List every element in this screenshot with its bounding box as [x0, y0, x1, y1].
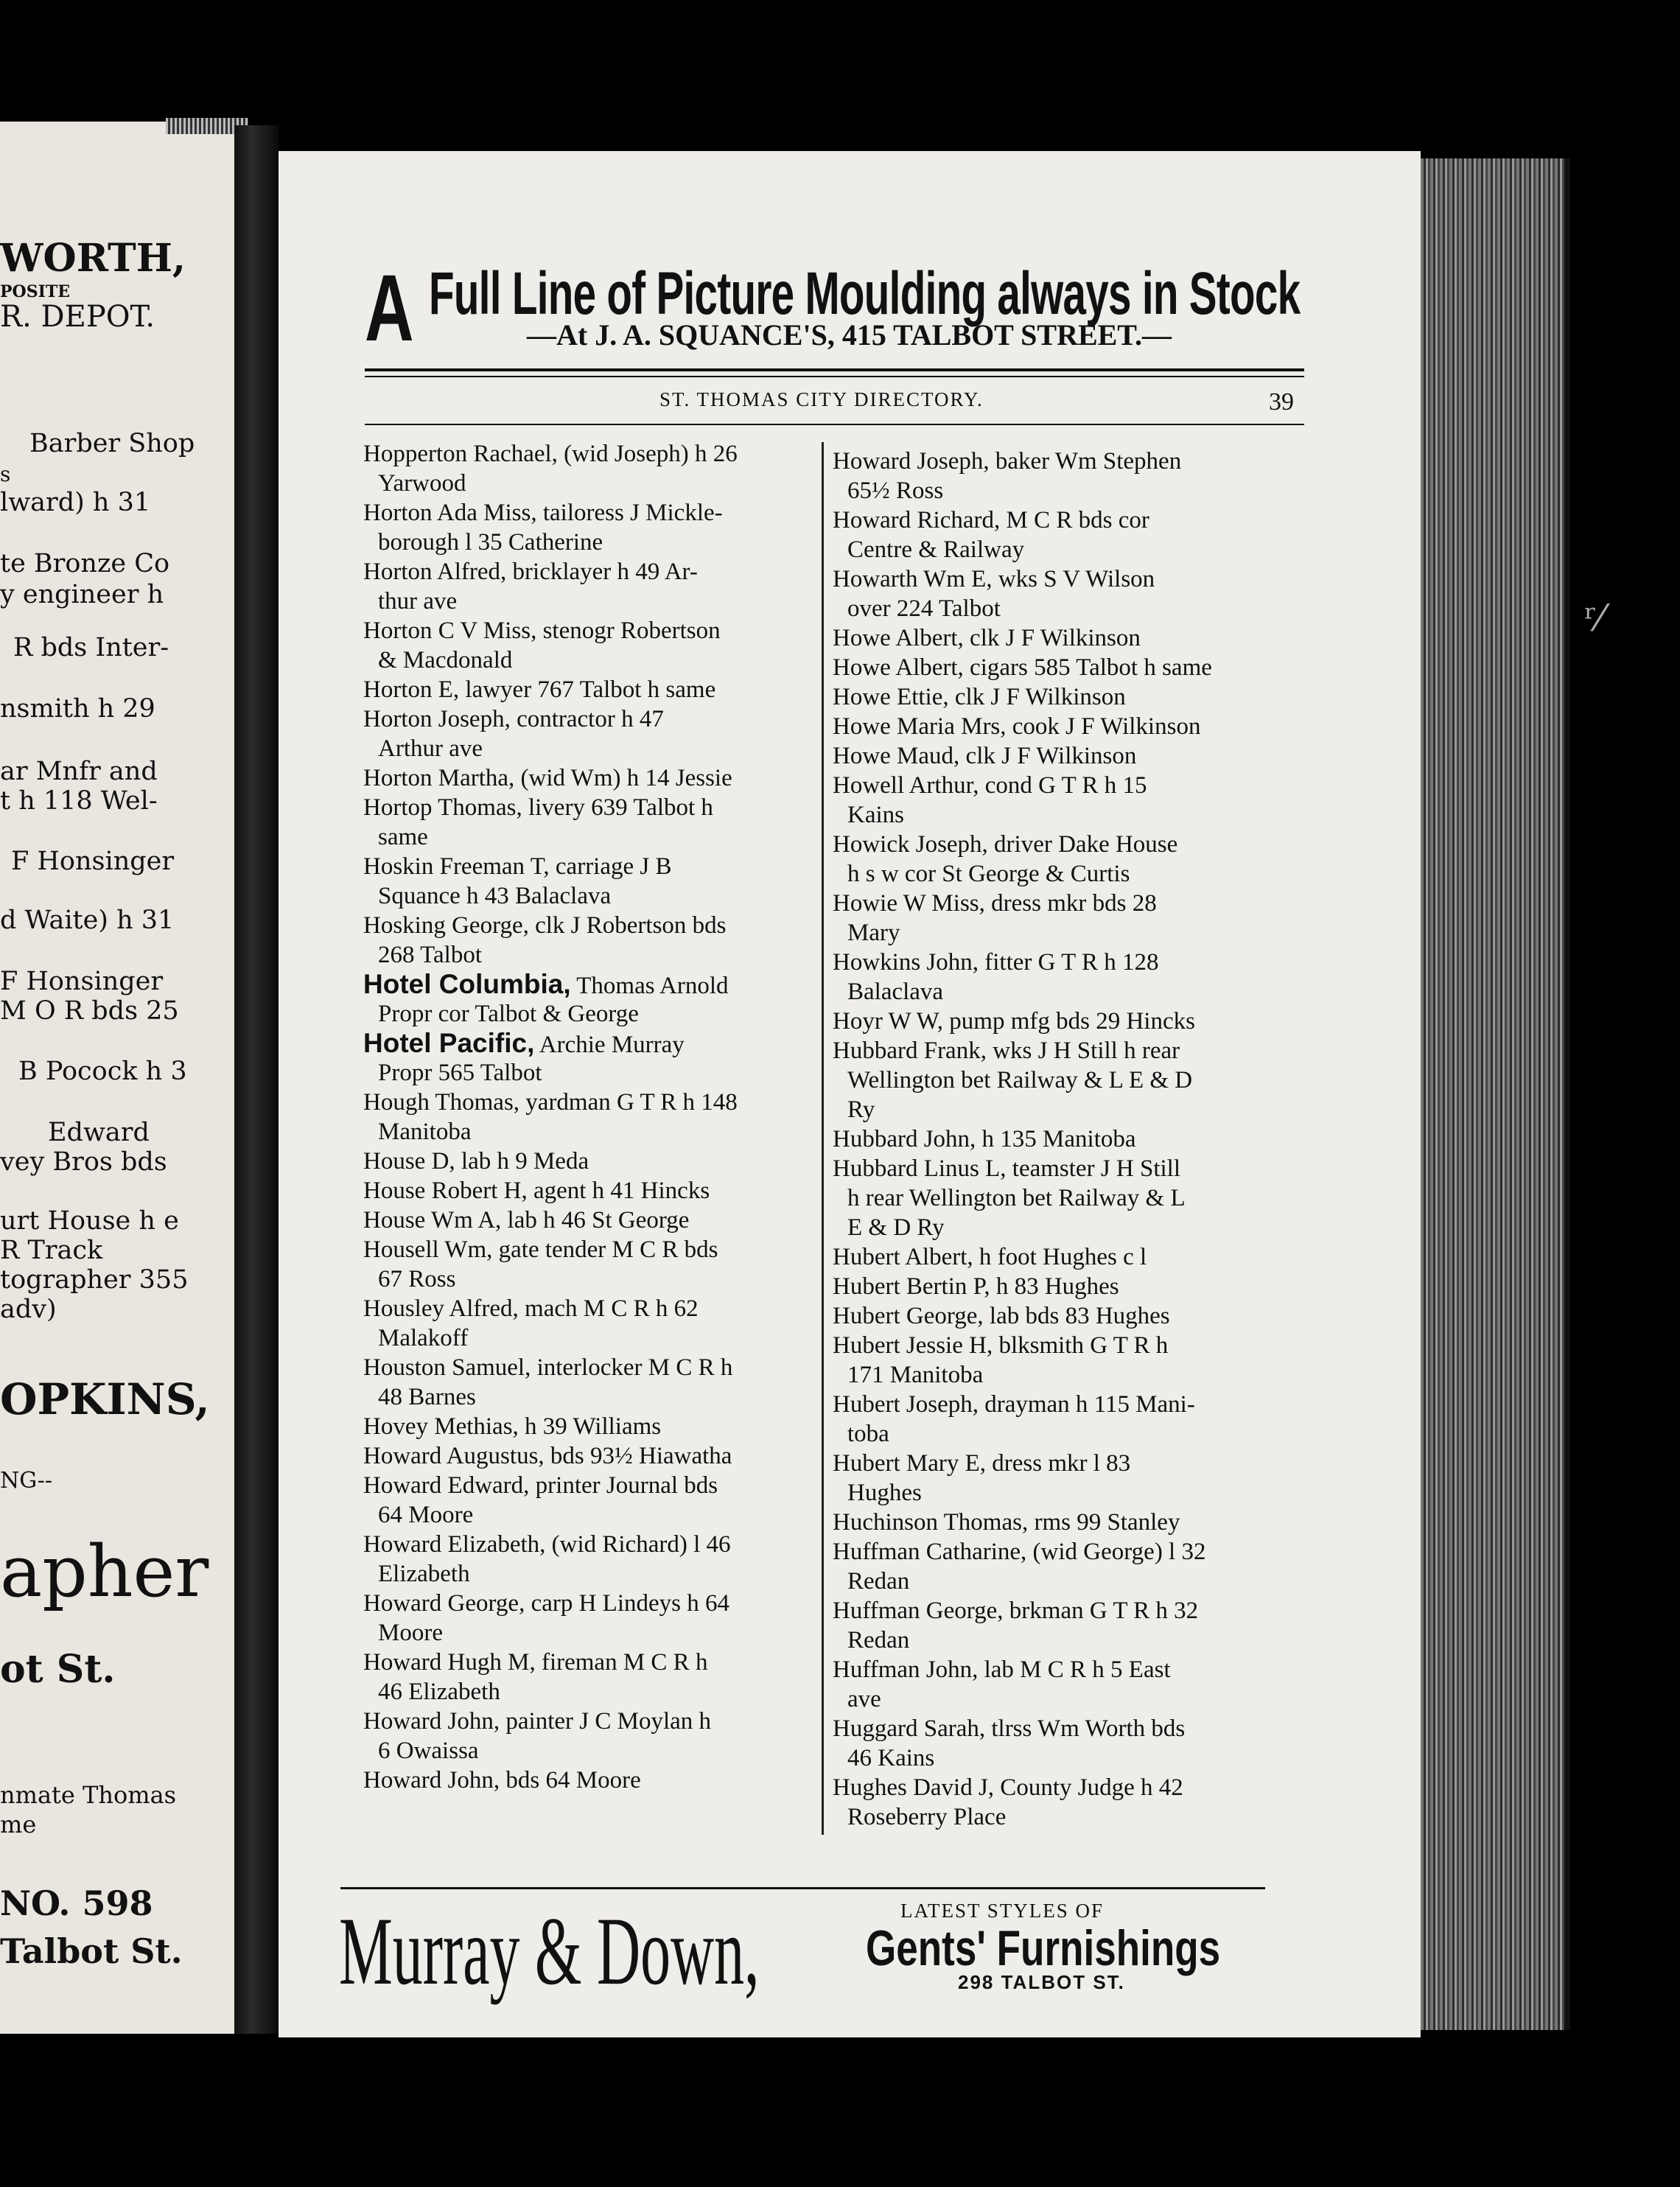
entry-detail: Thomas Arnold [570, 973, 729, 999]
left-page-line: tographer 355 [0, 1265, 189, 1295]
left-page-line: Edward [48, 1118, 150, 1147]
directory-entry-line: over 224 Talbot [847, 595, 1001, 622]
directory-entry-line: h rear Wellington bet Railway & L [847, 1185, 1186, 1211]
directory-entry-line: Howard Richard, M C R bds cor [833, 507, 1149, 533]
footer-ad-tagline: LATEST STYLES OF [900, 1900, 1105, 1922]
directory-column-left [363, 439, 805, 1795]
directory-entry-line: Howarth Wm E, wks S V Wilson [833, 566, 1155, 592]
directory-entry-line: Howe Maria Mrs, cook J F Wilkinson [833, 713, 1201, 740]
directory-entry-line: h s w cor St George & Curtis [847, 861, 1130, 887]
directory-column-right [833, 447, 1304, 1832]
directory-entry-line: Huffman George, brkman G T R h 32 [833, 1598, 1199, 1624]
directory-entry-line: Horton Alfred, bricklayer h 49 Ar- [363, 559, 698, 585]
directory-entry-line: thur ave [378, 588, 458, 615]
entry-detail: Archie Murray [534, 1032, 685, 1058]
left-page-line: F Honsinger [0, 967, 164, 996]
directory-entry-line: Horton Ada Miss, tailoress J Mickle- [363, 500, 723, 526]
left-page-line: Talbot St. [0, 1931, 183, 1971]
directory-entry-line: Howard George, carp H Lindeys h 64 [363, 1590, 729, 1617]
left-page-line: ot St. [0, 1647, 116, 1692]
directory-entry-line: & Macdonald [378, 647, 513, 673]
left-page-line: y engineer h [0, 580, 164, 609]
left-page-line: nsmith h 29 [0, 694, 155, 724]
header-ad-title: Full Line of Picture Moulding always in Stock [429, 260, 1301, 327]
directory-entry-line: Howard Joseph, baker Wm Stephen [833, 448, 1182, 475]
left-page-line: Barber Shop [29, 429, 195, 458]
left-page-line: apher [0, 1530, 209, 1613]
left-page-line: vey Bros bds [0, 1147, 167, 1177]
directory-entry-line: 64 Moore [378, 1502, 474, 1528]
footer-ad-address: 298 TALBOT ST. [958, 1971, 1125, 1993]
directory-entry-line: Balaclava [847, 979, 944, 1005]
directory-entry-line: Kains [847, 802, 904, 828]
directory-entry-line: Manitoba [378, 1119, 472, 1145]
footer-ad-goods: Gents' Furnishings [866, 1920, 1221, 1976]
directory-entry-line: Howard Augustus, bds 93½ Hiawatha [363, 1443, 732, 1469]
directory-entry-line [363, 970, 805, 999]
directory-entry-line [363, 1029, 805, 1058]
directory-entry-line: Hortop Thomas, livery 639 Talbot h [363, 794, 713, 821]
directory-entry-line: 171 Manitoba [847, 1362, 984, 1388]
directory-entry-line: Howe Albert, cigars 585 Talbot h same [833, 654, 1212, 681]
directory-entry-line: House Wm A, lab h 46 St George [363, 1207, 690, 1234]
directory-entry-line: Howkins John, fitter G T R h 128 [833, 949, 1159, 976]
directory-entry-line: 6 Owaissa [378, 1738, 479, 1764]
directory-entry-line: Hosking George, clk J Robertson bds [363, 912, 727, 939]
left-page-line: B Pocock h 3 [18, 1057, 187, 1086]
directory-entry-line: Hubert George, lab bds 83 Hughes [833, 1303, 1170, 1329]
directory-entry-line: Howe Ettie, clk J F Wilkinson [833, 684, 1126, 710]
margin-mark: ʳ⁄ [1584, 597, 1603, 640]
directory-entry-line: Redan [847, 1627, 910, 1654]
left-page-line: urt House h e [0, 1206, 179, 1236]
book-gutter [234, 125, 279, 2034]
header-ad-big-letter: A [365, 256, 414, 361]
directory-entry-line: Hovey Methias, h 39 Williams [363, 1413, 662, 1440]
header-rule-top [365, 368, 1304, 371]
directory-entry-line: Huffman John, lab M C R h 5 East [833, 1656, 1171, 1683]
directory-entry-line: Huchinson Thomas, rms 99 Stanley [833, 1509, 1180, 1536]
directory-entry-line: Yarwood [378, 470, 466, 497]
left-page-line: nmate Thomas [0, 1781, 177, 1809]
left-page-line: WORTH, [0, 236, 186, 281]
directory-entry-line: Howell Arthur, cond G T R h 15 [833, 772, 1147, 799]
directory-entry-line: Hubbard Frank, wks J H Still h rear [833, 1037, 1180, 1064]
directory-entry-line: Howard John, bds 64 Moore [363, 1767, 641, 1794]
left-page-line: R. DEPOT. [0, 300, 155, 334]
directory-entry-line: Propr 565 Talbot [378, 1060, 542, 1086]
directory-entry-line: Howe Maud, clk J F Wilkinson [833, 743, 1137, 769]
directory-entry-line: toba [847, 1421, 889, 1447]
left-page-line: t h 118 Wel- [0, 786, 158, 816]
directory-entry-line: 46 Kains [847, 1745, 935, 1771]
directory-entry-line: E & D Ry [847, 1214, 945, 1241]
directory-entry-line: Moore [378, 1620, 443, 1646]
directory-entry-line: Howick Joseph, driver Dake House [833, 831, 1178, 858]
directory-entry-line: Housell Wm, gate tender M C R bds [363, 1236, 718, 1263]
directory-entry-line: Mary [847, 920, 900, 946]
footer-ad-name: Murray & Down, [339, 1897, 760, 2005]
directory-entry-line: Horton E, lawyer 767 Talbot h same [363, 676, 716, 703]
directory-entry-line: Houston Samuel, interlocker M C R h [363, 1354, 733, 1381]
directory-entry-line: Hopperton Rachael, (wid Joseph) h 26 [363, 441, 738, 467]
page-number: 39 [1269, 388, 1294, 416]
directory-entry-line: ave [847, 1686, 881, 1712]
left-page-line: POSITE [0, 282, 71, 301]
left-page-line: s [0, 462, 11, 486]
directory-entry-line: 46 Elizabeth [378, 1679, 500, 1705]
footer-rule [340, 1887, 1265, 1889]
directory-entry-line: Hubert Jessie H, blksmith G T R h [833, 1332, 1169, 1359]
left-page-line: te Bronze Co [0, 549, 170, 578]
left-page-line: lward) h 31 [0, 488, 151, 517]
directory-entry-line: borough l 35 Catherine [378, 529, 603, 556]
directory-entry-line: same [378, 824, 428, 850]
directory-entry-line: Hoskin Freeman T, carriage J B [363, 853, 672, 880]
directory-entry-line: Ry [847, 1096, 875, 1123]
page-edges [1421, 158, 1564, 2030]
directory-entry-line: Hubert Bertin P, h 83 Hughes [833, 1273, 1119, 1300]
directory-entry-line: Hubert Joseph, drayman h 115 Mani- [833, 1391, 1195, 1418]
left-page-line: NO. 598 [0, 1883, 153, 1923]
left-page-line: d Waite) h 31 [0, 906, 175, 935]
directory-entry-line: Howard Hugh M, fireman M C R h [363, 1649, 708, 1676]
header-rule-bottom [365, 376, 1304, 377]
directory-entry-line: Hughes [847, 1480, 922, 1506]
directory-entry-line: Malakoff [378, 1325, 469, 1351]
directory-entry-line: Horton Joseph, contractor h 47 [363, 706, 664, 732]
directory-entry-line: Howard Elizabeth, (wid Richard) l 46 [363, 1531, 731, 1558]
directory-entry-line: Horton C V Miss, stenogr Robertson [363, 617, 721, 644]
entry-business-name: Hotel Pacific, [363, 1028, 535, 1058]
directory-entry-line: Huffman Catharine, (wid George) l 32 [833, 1539, 1206, 1565]
directory-entry-line: Redan [847, 1568, 910, 1595]
left-page-line: F Honsinger [11, 847, 175, 876]
directory-entry-line: Hubbard Linus L, teamster J H Still [833, 1155, 1181, 1182]
directory-entry-line: Hughes David J, County Judge h 42 [833, 1774, 1183, 1801]
directory-entry-line: Housley Alfred, mach M C R h 62 [363, 1295, 699, 1322]
directory-entry-line: 268 Talbot [378, 942, 482, 968]
left-page-line: R bds Inter- [13, 633, 169, 662]
directory-entry-line: Hoyr W W, pump mfg bds 29 Hincks [833, 1008, 1195, 1035]
left-page-line: adv) [0, 1295, 57, 1324]
directory-entry-line: House D, lab h 9 Meda [363, 1148, 589, 1175]
directory-entry-line: Arthur ave [378, 735, 483, 762]
left-page-line: NG-- [0, 1468, 53, 1494]
left-page-line: OPKINS, [0, 1374, 210, 1424]
directory-entry-line: 65½ Ross [847, 477, 944, 504]
left-page-line: R Track [0, 1236, 103, 1265]
directory-entry-line: Howard John, painter J C Moylan h [363, 1708, 712, 1735]
directory-entry-line: Howard Edward, printer Journal bds [363, 1472, 718, 1499]
directory-entry-line: 48 Barnes [378, 1384, 476, 1410]
left-page-line: me [0, 1810, 37, 1838]
left-page-fragment [0, 122, 234, 2034]
directory-entry-line: House Robert H, agent h 41 Hincks [363, 1178, 710, 1204]
directory-entry-line: Hough Thomas, yardman G T R h 148 [363, 1089, 738, 1116]
directory-entry-line: Huggard Sarah, tlrss Wm Worth bds [833, 1715, 1186, 1742]
directory-entry-line: 67 Ross [378, 1266, 456, 1292]
left-page-line: M O R bds 25 [0, 996, 179, 1026]
directory-entry-line: Roseberry Place [847, 1804, 1007, 1830]
directory-entry-line: Hubbard John, h 135 Manitoba [833, 1126, 1136, 1152]
column-divider [822, 442, 824, 1835]
header-ad-subtitle: —At J. A. SQUANCE'S, 415 TALBOT STREET.— [527, 318, 1172, 351]
directory-entry-line: Wellington bet Railway & L E & D [847, 1067, 1193, 1094]
directory-entry-line: Howie W Miss, dress mkr bds 28 [833, 890, 1157, 917]
left-page-line: ar Mnfr and [0, 757, 158, 786]
directory-entry-line: Centre & Railway [847, 536, 1025, 563]
entry-business-name: Hotel Columbia, [363, 969, 571, 999]
page-edge-shadow [1564, 158, 1570, 2030]
directory-entry-line: Propr cor Talbot & George [378, 1001, 639, 1027]
running-head: ST. THOMAS CITY DIRECTORY. [659, 388, 984, 410]
running-head-rule [365, 424, 1304, 425]
directory-entry-line: Hubert Mary E, dress mkr l 83 [833, 1450, 1131, 1477]
directory-entry-line: Squance h 43 Balaclava [378, 883, 612, 909]
directory-entry-line: Hubert Albert, h foot Hughes c l [833, 1244, 1147, 1270]
directory-entry-line: Horton Martha, (wid Wm) h 14 Jessie [363, 765, 732, 791]
directory-entry-line: Elizabeth [378, 1561, 470, 1587]
directory-entry-line: Howe Albert, clk J F Wilkinson [833, 625, 1141, 651]
